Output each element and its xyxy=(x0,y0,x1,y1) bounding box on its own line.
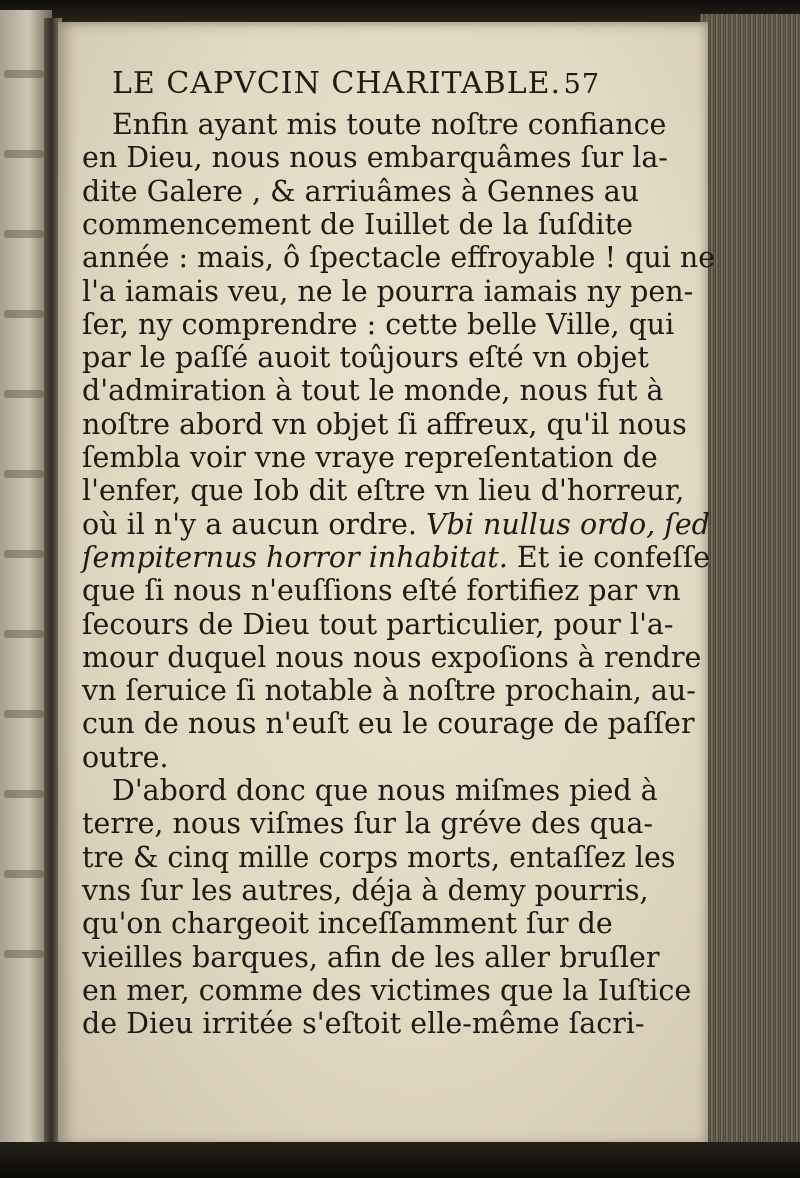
text-run: ſembla voir vne vraye repreſentation de xyxy=(82,441,658,474)
text-run: d'admiration à tout le monde, nous fut à xyxy=(82,374,664,408)
latin-quote: ſempiternus horror inhabitat. xyxy=(82,540,508,574)
text-line xyxy=(82,741,602,774)
text-run: que ſi nous n'euſſions eſté fortifiez par vn xyxy=(82,574,681,608)
text-line xyxy=(112,774,658,807)
text-run: vns ſur les autres, déja à demy pourris, xyxy=(82,873,649,907)
text-run: de Dieu irritée s'eſtoit elle-même ſacri- xyxy=(82,1007,645,1041)
page-stack-edge xyxy=(700,14,800,1146)
page-number: 57 xyxy=(563,69,600,100)
text-line xyxy=(82,807,653,841)
text-line xyxy=(112,108,667,141)
text-line xyxy=(82,907,613,941)
text-run: année : mais, ô ſpectacle effroyable ! qui ne xyxy=(82,241,716,275)
text-run: noſtre abord vn objet ſi affreux, qu'il nous xyxy=(82,407,687,441)
text-run: vieilles barques, afin de les aller bruſler xyxy=(82,940,660,974)
text-run: par le paſſé auoit toûjours eſté vn objet xyxy=(82,341,649,375)
running-head-title: LE CAPVCIN CHARITABLE. xyxy=(112,66,562,101)
text-line xyxy=(82,640,702,674)
running-head xyxy=(112,66,600,106)
text-line xyxy=(82,607,674,641)
scan-bottom-edge xyxy=(0,1142,800,1178)
text-run: où il n'y a aucun ordre. xyxy=(82,507,426,541)
text-line xyxy=(82,1007,645,1041)
text-line xyxy=(82,241,716,275)
text-line xyxy=(82,540,711,574)
text-line xyxy=(82,940,660,974)
text-line xyxy=(82,574,681,608)
text-line xyxy=(82,307,675,341)
text-run: mour duquel nous nous expoſions à rendre xyxy=(82,640,702,674)
text-run: terre, nous viſmes ſur la gréve des qua- xyxy=(82,807,653,841)
text-run: tre & cinq mille corps morts, entaſſez les xyxy=(82,840,676,874)
text-line xyxy=(82,374,664,408)
text-line xyxy=(82,341,649,375)
text-run: ſecours de Dieu tout particulier, pour l'a- xyxy=(82,607,674,641)
text-run: dite Galere , & arriuâmes à Gennes au xyxy=(82,174,640,208)
text-run: l'enfer, que Iob dit eſtre vn lieu d'horreur, xyxy=(82,474,685,508)
text-run: cun de nous n'euſt eu le courage de paſſer xyxy=(82,707,695,741)
scan-top-edge xyxy=(0,0,800,22)
text-run: en mer, comme des victimes que la Iuſtice xyxy=(82,973,692,1007)
text-line xyxy=(82,407,687,441)
text-line xyxy=(82,441,658,474)
text-line xyxy=(82,707,695,741)
text-run: commencement de Iuillet de la ſuſdite xyxy=(82,207,633,241)
text-run: ſer, ny comprendre : cette belle Ville, qui xyxy=(82,307,675,341)
text-run: Et ie confeſſe xyxy=(507,540,711,574)
text-run: qu'on chargeoit inceſſamment ſur de xyxy=(82,907,613,941)
text-run: en Dieu, nous nous embarquâmes ſur la- xyxy=(82,141,668,175)
text-run: vn ſeruice ſi notable à noſtre prochain, au- xyxy=(82,674,696,708)
text-line xyxy=(82,474,685,508)
text-line xyxy=(82,507,710,541)
text-line xyxy=(82,174,640,208)
text-line xyxy=(82,141,668,175)
latin-quote: Vbi nullus ordo, ſed xyxy=(425,507,710,541)
text-run: outre. xyxy=(82,740,169,774)
text-line xyxy=(82,840,676,874)
text-run: D'abord donc que nous miſmes pied à xyxy=(112,774,658,807)
text-line xyxy=(82,274,694,308)
text-run: l'a iamais veu, ne le pourra iamais ny pen- xyxy=(82,274,694,308)
text-line xyxy=(82,674,696,708)
text-line xyxy=(82,973,692,1007)
text-run: Enfin ayant mis toute noſtre confiance xyxy=(112,108,667,141)
text-line xyxy=(82,873,649,907)
text-line xyxy=(82,207,633,241)
